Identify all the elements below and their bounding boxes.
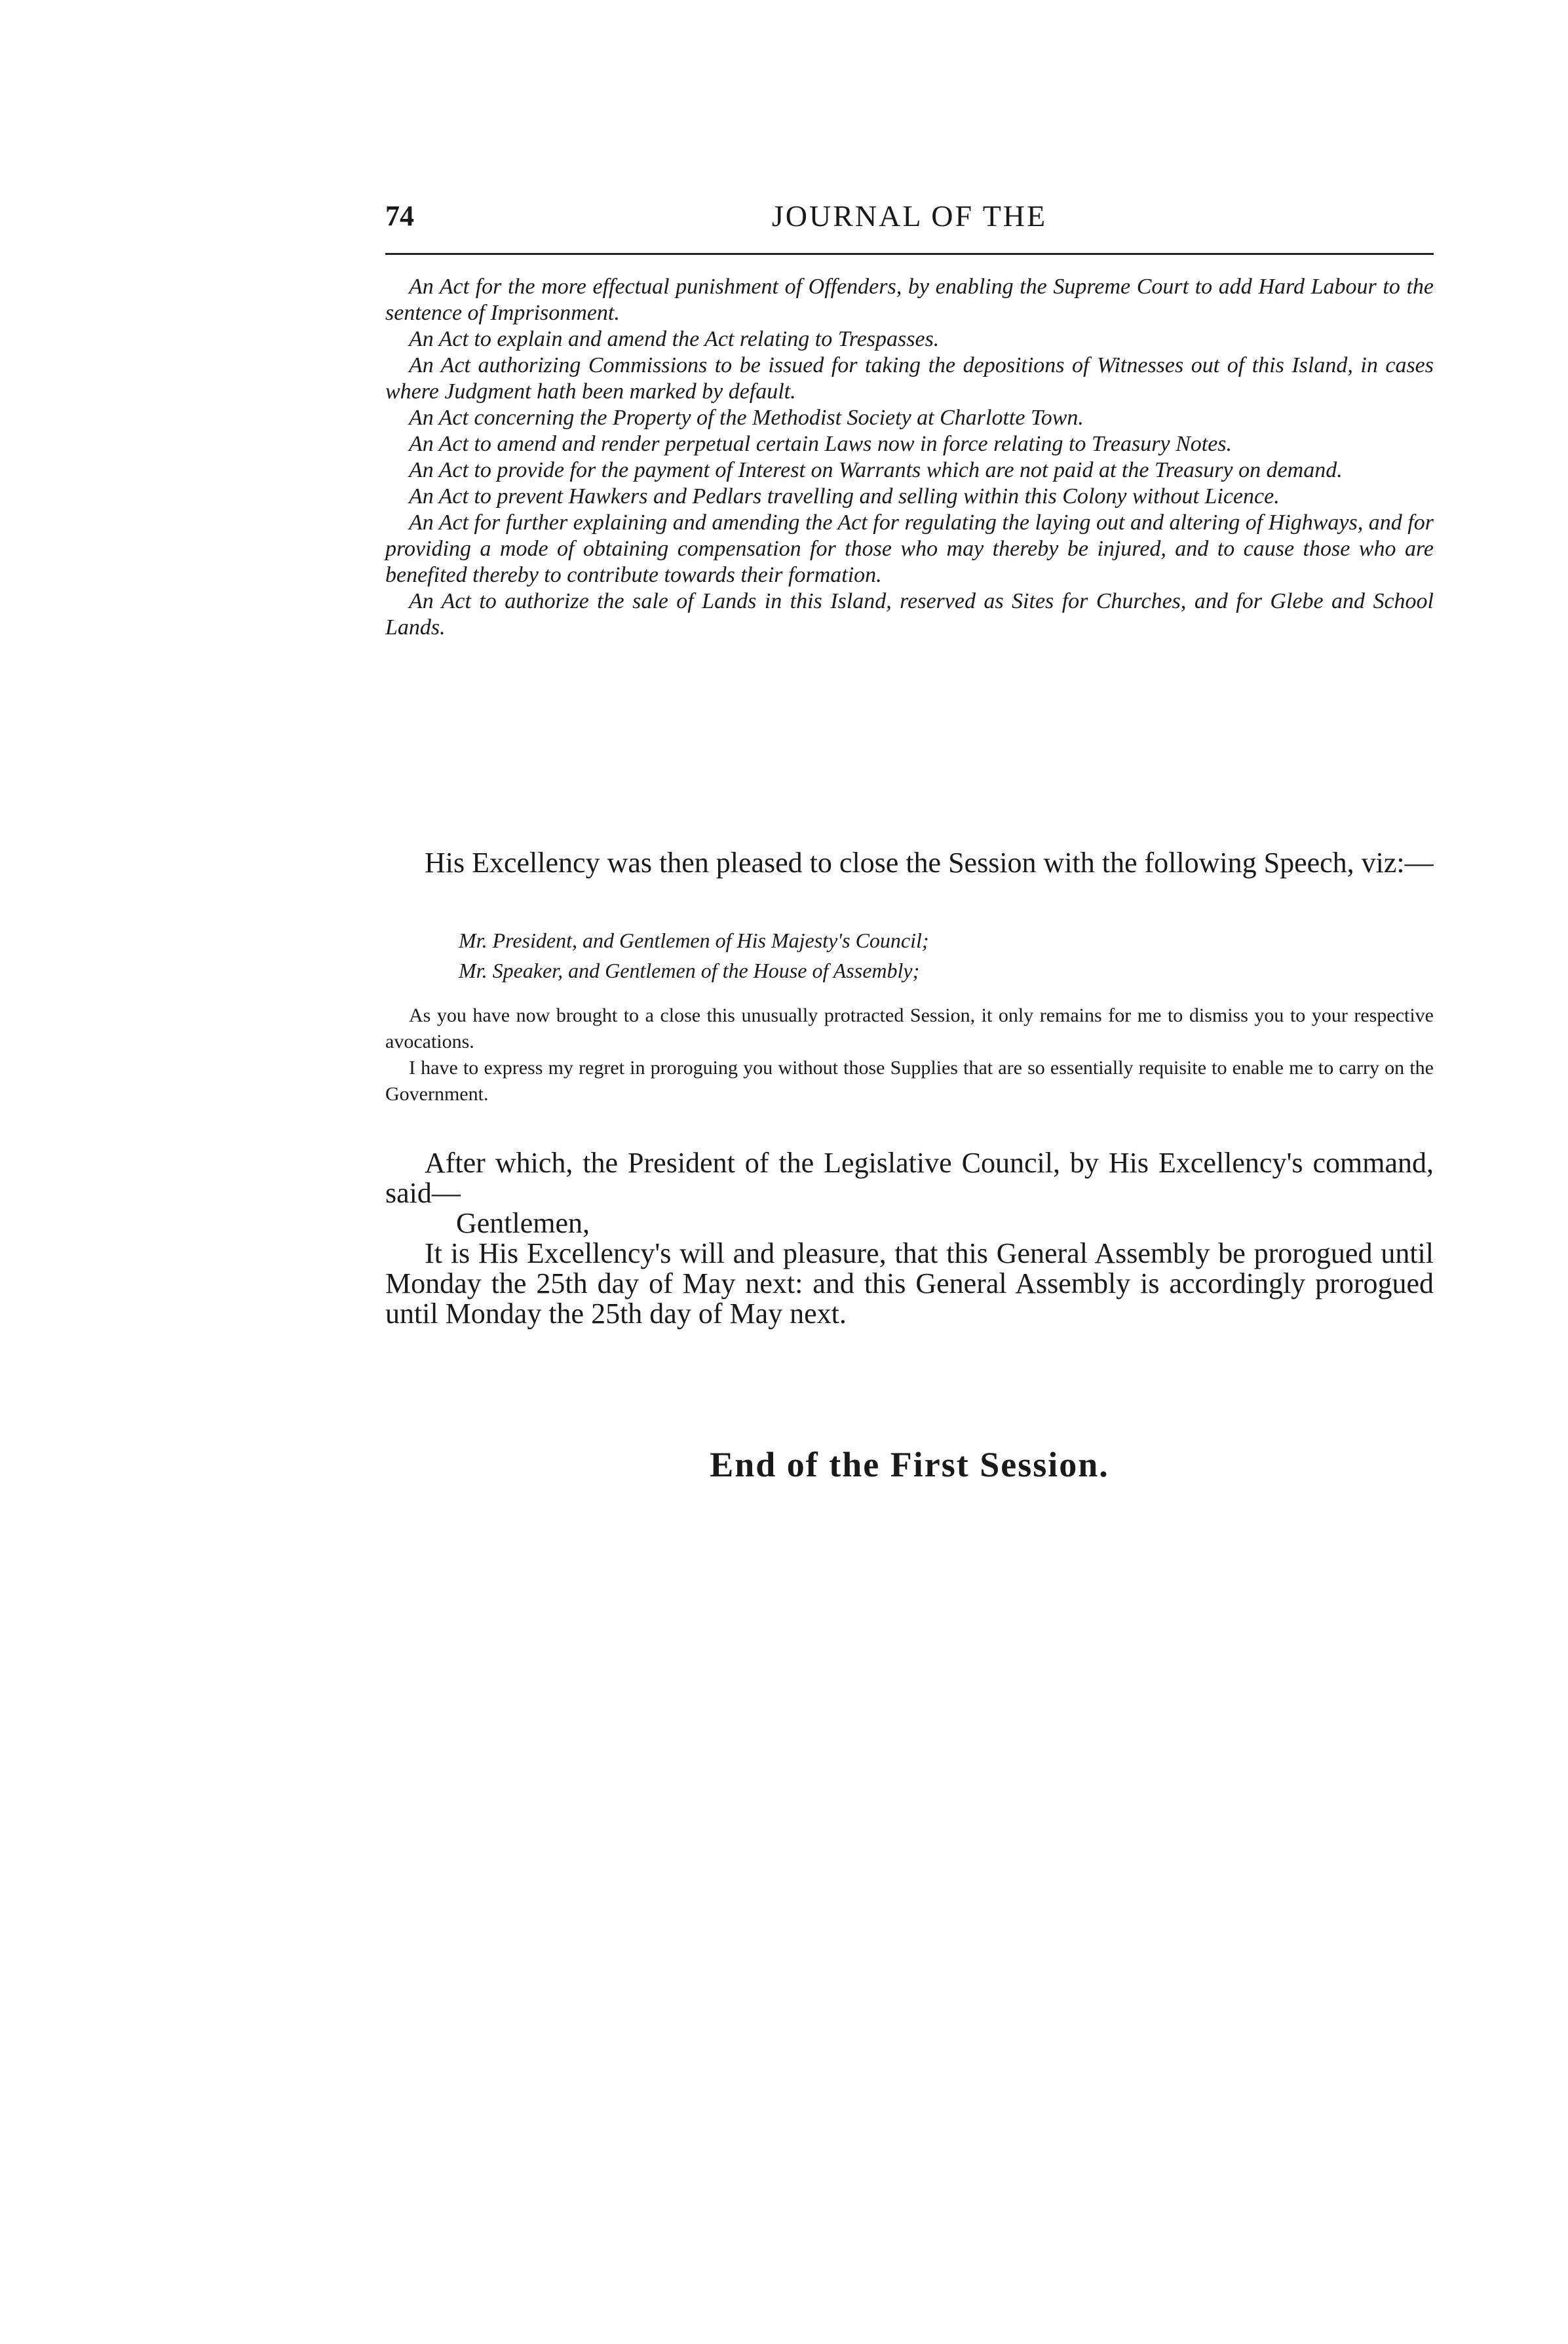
header-rule	[385, 253, 1434, 255]
addressee-assembly: Mr. Speaker, and Gentlemen of the House of Assembly;	[459, 959, 920, 982]
prorogation-salutation: Gentlemen,	[456, 1207, 590, 1239]
page-number: 74	[385, 200, 414, 232]
speech-paragraph: As you have now brought to a close this unusually protracted Session, it only remains for me to dismiss you to your respective avocations.	[385, 1005, 1434, 1052]
end-of-session-mark: End of the First Session.	[710, 1445, 1109, 1484]
act-entry: An Act to prevent Hawkers and Pedlars travelling and selling within this Colony without Licence.	[409, 484, 1280, 509]
page-header	[385, 197, 1434, 242]
act-entry: An Act for the more effectual punishment of Offenders, by enabling the Supreme Court to add Hard Labour to the sentence of Imprisonment.	[385, 275, 1434, 325]
acts-list	[385, 274, 1434, 641]
act-entry: An Act for further explaining and amending the Act for regulating the laying out and altering of Highways, and for providing a mode of obtaining compensation for those who may thereby be injured, and to cause those who are benefited thereby to contribute towards their formation.	[385, 510, 1434, 587]
prorogation-section	[385, 1148, 1434, 1329]
speech-paragraph: I have to express my regret in proroguing you without those Supplies that are so essentially requisite to enable me to carry on the Government.	[385, 1057, 1434, 1105]
act-entry: An Act to explain and amend the Act relating to Trespasses.	[409, 327, 940, 351]
act-entry: An Act to provide for the payment of Interest on Warrants which are not paid at the Treasury on demand.	[409, 458, 1343, 482]
prorogation-command: It is His Excellency's will and pleasure, that this General Assembly be prorogued until Monday the 25th day of May next: and this General Assembly is accordingly prorogued until Monday the 25th day of May next.	[385, 1237, 1434, 1330]
act-entry: An Act authorizing Commissions to be issued for taking the depositions of Witnesses out of this Island, in cases where Judgment hath been marked by default.	[385, 353, 1434, 404]
addressee-council: Mr. President, and Gentlemen of His Majesty's Council;	[459, 929, 929, 952]
closing-intro: His Excellency was then pleased to close the Session with the following Speech, viz:—	[425, 847, 1434, 879]
running-head: JOURNAL OF THE	[771, 199, 1048, 233]
speech-addressees	[459, 925, 1376, 986]
act-entry: An Act to amend and render perpetual certain Laws now in force relating to Treasury Notes.	[409, 432, 1233, 456]
act-entry: An Act concerning the Property of the Methodist Society at Charlotte Town.	[409, 406, 1084, 430]
closing-speech	[385, 1003, 1434, 1107]
act-entry: An Act to authorize the sale of Lands in this Island, reserved as Sites for Churches, and for Glebe and School Lands.	[385, 589, 1434, 640]
prorogation-lead: After which, the President of the Legislative Council, by His Excellency's command, said—	[385, 1147, 1434, 1209]
